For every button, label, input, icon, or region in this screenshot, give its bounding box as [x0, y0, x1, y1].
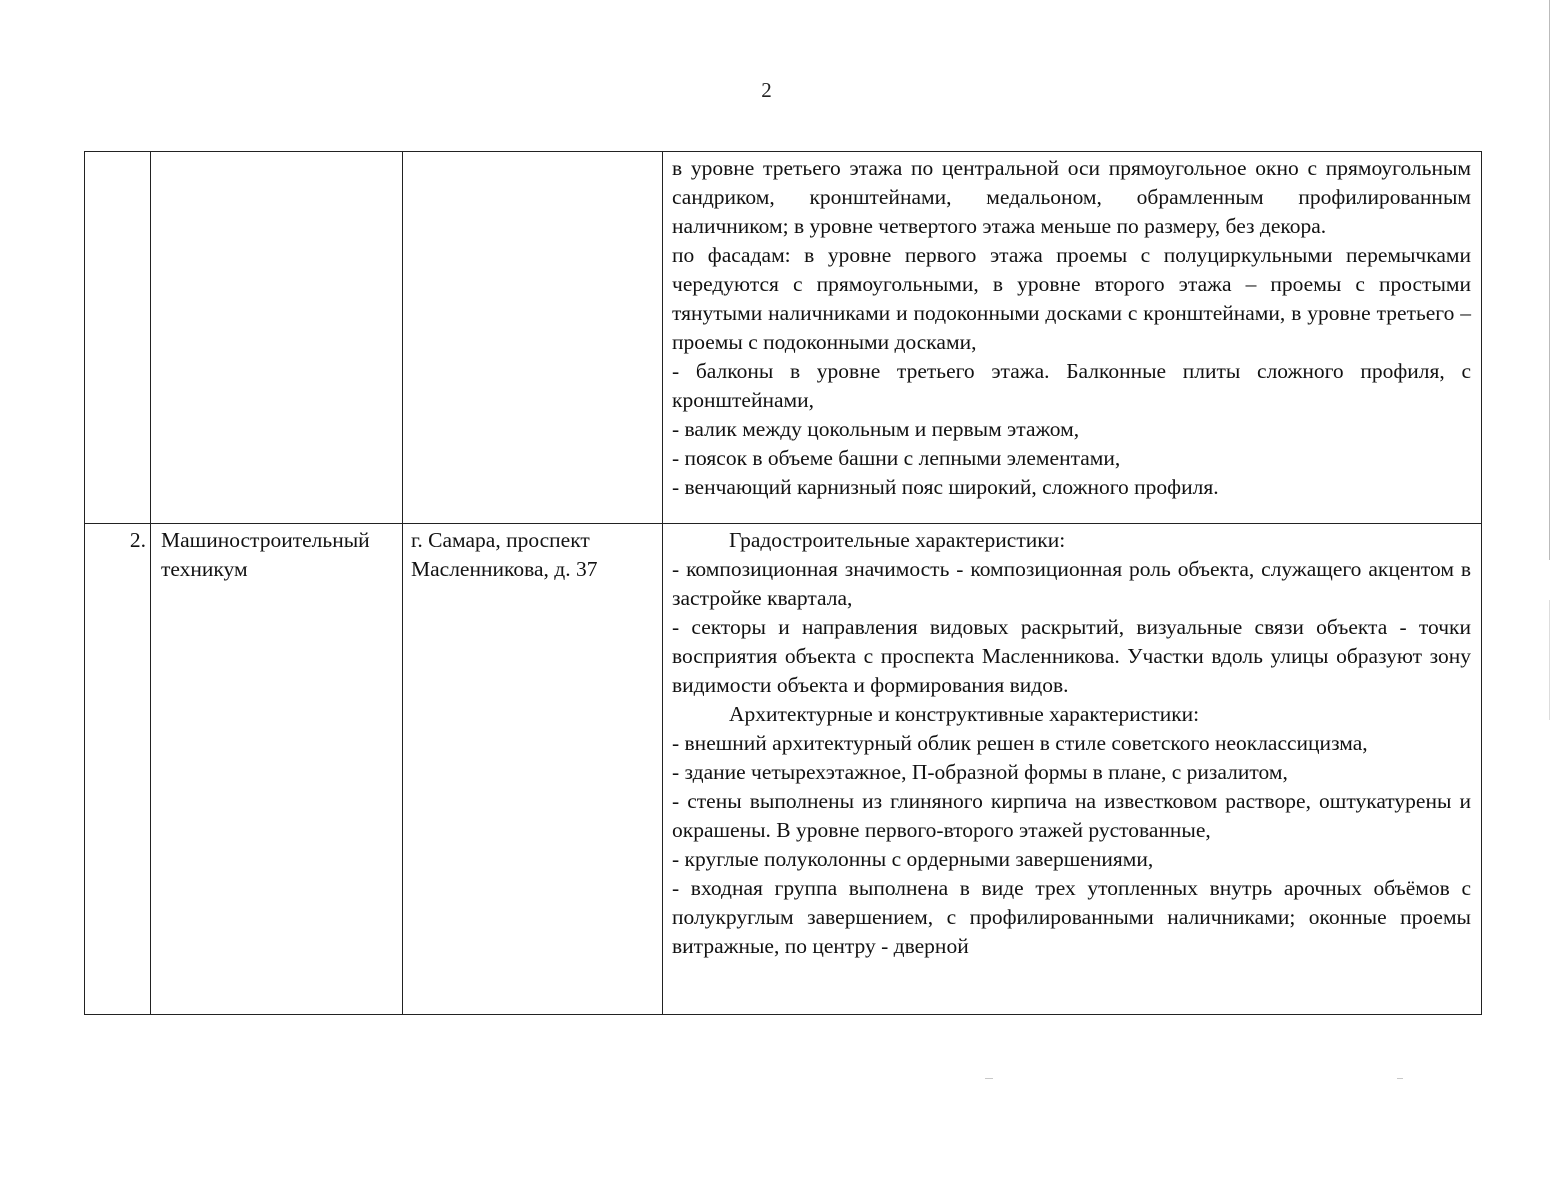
description-paragraph: - балконы в уровне третьего этажа. Балконные плиты сложного профиля, с кронштейнами,: [672, 359, 1471, 412]
scan-speck: [985, 1078, 993, 1079]
description-heading: Архитектурные и конструктивные характеристики:: [729, 702, 1200, 726]
object-description-cell: [663, 524, 1482, 1015]
description-paragraph: - композиционная значимость - композиционная роль объекта, служащего акцентом в застройке квартала,: [672, 557, 1471, 610]
page-number: 2: [761, 78, 772, 102]
description-heading: Градостроительные характеристики:: [729, 528, 1066, 552]
description-paragraph: - поясок в объеме башни с лепными элементами,: [672, 446, 1121, 470]
description-paragraph: по фасадам: в уровне первого этажа проемы с полуциркульными перемычками чередуются с прямоугольными, в уровне второго этажа – проемы с простыми тянутыми наличниками и подоконными досками с кронштейнами, в уровне третьего – проемы с подоконными досками,: [672, 243, 1471, 354]
heritage-objects-table: [84, 151, 1482, 1015]
scan-edge-line: [1549, 0, 1550, 560]
object-description-cell: [663, 152, 1482, 524]
description-paragraph: - стены выполнены из глиняного кирпича на известковом растворе, оштукатурены и окрашены. В уровне первого-второго этажей рустованные,: [672, 789, 1471, 842]
table-row: [85, 524, 1482, 1015]
description-paragraph: - круглые полуколонны с ордерными завершениями,: [672, 847, 1154, 871]
description-paragraph: - валик между цокольным и первым этажом,: [672, 417, 1080, 441]
object-address-cell: г. Самара, проспект Масленникова, д. 37: [403, 524, 663, 1015]
description-paragraph: в уровне третьего этажа по центральной оси прямоугольное окно с прямоугольным сандриком, кронштейнами, медальоном, обрамленным профилированным наличником; в уровне четвертого этажа меньше по размеру, без декора.: [672, 156, 1471, 238]
scan-edge-line: [1549, 600, 1550, 720]
object-address-cell: [403, 152, 663, 524]
object-name-cell: [151, 152, 403, 524]
description-paragraph: - внешний архитектурный облик решен в стиле советского неоклассицизма,: [672, 731, 1368, 755]
description-paragraph: - секторы и направления видовых раскрытий, визуальные связи объекта - точки восприятия объекта с проспекта Масленникова. Участки вдоль улицы образуют зону видимости объекта и формирования видов.: [672, 615, 1471, 697]
row-number-cell: 2.: [85, 524, 151, 1015]
description-paragraph: - входная группа выполнена в виде трех утопленных внутрь арочных объёмов с полукруглым завершением, с профилированными наличниками; оконные проемы витражные, по центру - дверной: [672, 876, 1471, 958]
scan-speck: [1397, 1078, 1403, 1079]
object-name-cell: Машиностроительный техникум: [151, 524, 403, 1015]
description-paragraph: - венчающий карнизный пояс широкий, сложного профиля.: [672, 475, 1219, 499]
description-paragraph: - здание четырехэтажное, П-образной формы в плане, с ризалитом,: [672, 760, 1288, 784]
row-number-cell: [85, 152, 151, 524]
table-row: [85, 152, 1482, 524]
